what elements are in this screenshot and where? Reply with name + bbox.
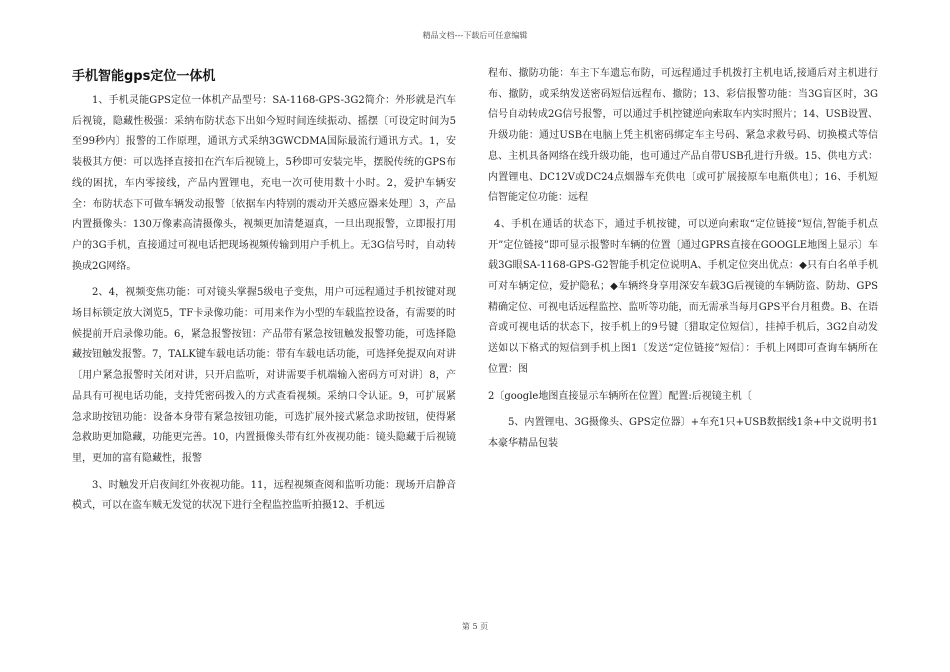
paragraph: 1、手机灵能GPS定位一体机产品型号：SA-1168-GPS-3G2简介：外形就是汽车后视镜，隐藏性极强：采纳布防状态下出如今短时间连续振动、摇摆〔可设定时间为5至99秒内〕报警的工作原理，通讯方式采纳3GWCDMA国际最流行通讯方式。1，安装极其方便：可以选择直接扣在汽车后视镜上，5秒即可安装完毕，摆脱传统的GPS布线的困扰，车内零接线，产品内置锂电，充电一次可使用数十小时。2，爱护车辆安全：布防状态下可做车辆发动报警〔依据车内特别的震动开关感应器来处理〕3，产品内置摄像头：130万像素高清摄像头，视频更加清楚逼真，一旦出现报警，立即报打用户的3G手机，直接通过可视电话把现场视频传输到用户手机上。无3G信号时，自动转换成2G网络。	[72, 95, 456, 272]
paragraph: 4、手机在通话的状态下，通过手机按键，可以逆向索取“定位链接“短信,智能手机点开”定位链接”即可显示报警时车辆的位置〔通过GPRS直接在GOOGLE地图上显示〕车载3G眼SA-1168-GPS-G2智能手机定位说明A、手机定位突出优点：◆只有白名单手机可对车辆定位，爱护隐私；◆车辆终身享用深安车载3G后视镜的车辆防盗、防劫、GPS精确定位、可视电话远程监控、监听等功能，而无需承当每月GPS平台月租费。B、在语音或可视电话的状态下，按手机上的9号键〔猎取定位短信〕，挂掉手机后，3G2自动发送如以下格式的短信到手机上图1〔发送“定位链接”短信〕：手机上网即可查询车辆所在位置：图	[488, 218, 878, 375]
page-number: 第 5 页	[461, 622, 489, 631]
paragraph: 5、内置锂电、3G摄像头、GPS定位器〕+车充1只+USB数据线1条+中文说明书1本豪华精品包装	[488, 417, 878, 449]
paragraph: 2、4，视频变焦功能：可对镜头掌握5级电子变焦，用户可远程通过手机按键对现场目标锁定放大浏览5，TF卡录像功能：可用来作为小型的车载监控设备，有需要的时候提前开启录像功能。6，紧急报警按钮：产品带有紧急按钮触发报警功能，可选择隐藏按钮触发报警。7，TALK键车载电话功能：带有车载电话功能，可选择免提双向对讲〔用户紧急报警时关闭对讲，只开启监听，对讲需要手机端输入密码方可对讲〕8，产品具有可视电话功能，支持凭密码拨入的方式查看视频。采纳口令认证。9，可扩展紧急求助按钮功能：设备本身带有紧急按钮功能，可选扩展外接式紧急求助按钮，使得紧急救助更加隐藏，功能更完善。10，内置摄像头带有红外夜视功能：镜头隐藏于后视镜里，更加的富有隐藏性，报警	[72, 287, 456, 464]
right-column	[488, 64, 878, 461]
page-header: 精品文档---下载后可任意编辑	[422, 31, 528, 40]
paragraph: 2〔google地图直接显示车辆所在位置〕配置:后视镜主机〔	[488, 390, 752, 402]
document-title: 手机智能gps定位一体机	[72, 69, 216, 84]
paragraph: 3、时触发开启夜间红外夜视功能。11，远程视频查阅和监听功能：现场开启静音模式，可以在盗车贼无发觉的状况下进行全程监控监听拍摄12、手机远	[72, 479, 456, 512]
left-column	[72, 62, 456, 523]
paragraph: 程布、撤防功能：车主下车遗忘布防，可远程通过手机拨打主机电话,接通后对主机进行布、撤防，或采纳发送密码短信远程布、撤防；13、彩信报警功能：当3G盲区时，3G信号自动转成2G信号报警，可以通过手机控键逆向索取车内实时照片；14、USB设置、升级功能：通过USB在电脑上凭主机密码绑定车主号码、紧急求救号码、切换模式等信息、主机具备网络在线升级功能，也可通过产品自带USB孔进行升级。15、供电方式：内置锂电、DC12V或DC24点烟器车充供电〔或可扩展接原车电瓶供电〕；16、手机短信智能定位功能：远程	[488, 68, 878, 204]
